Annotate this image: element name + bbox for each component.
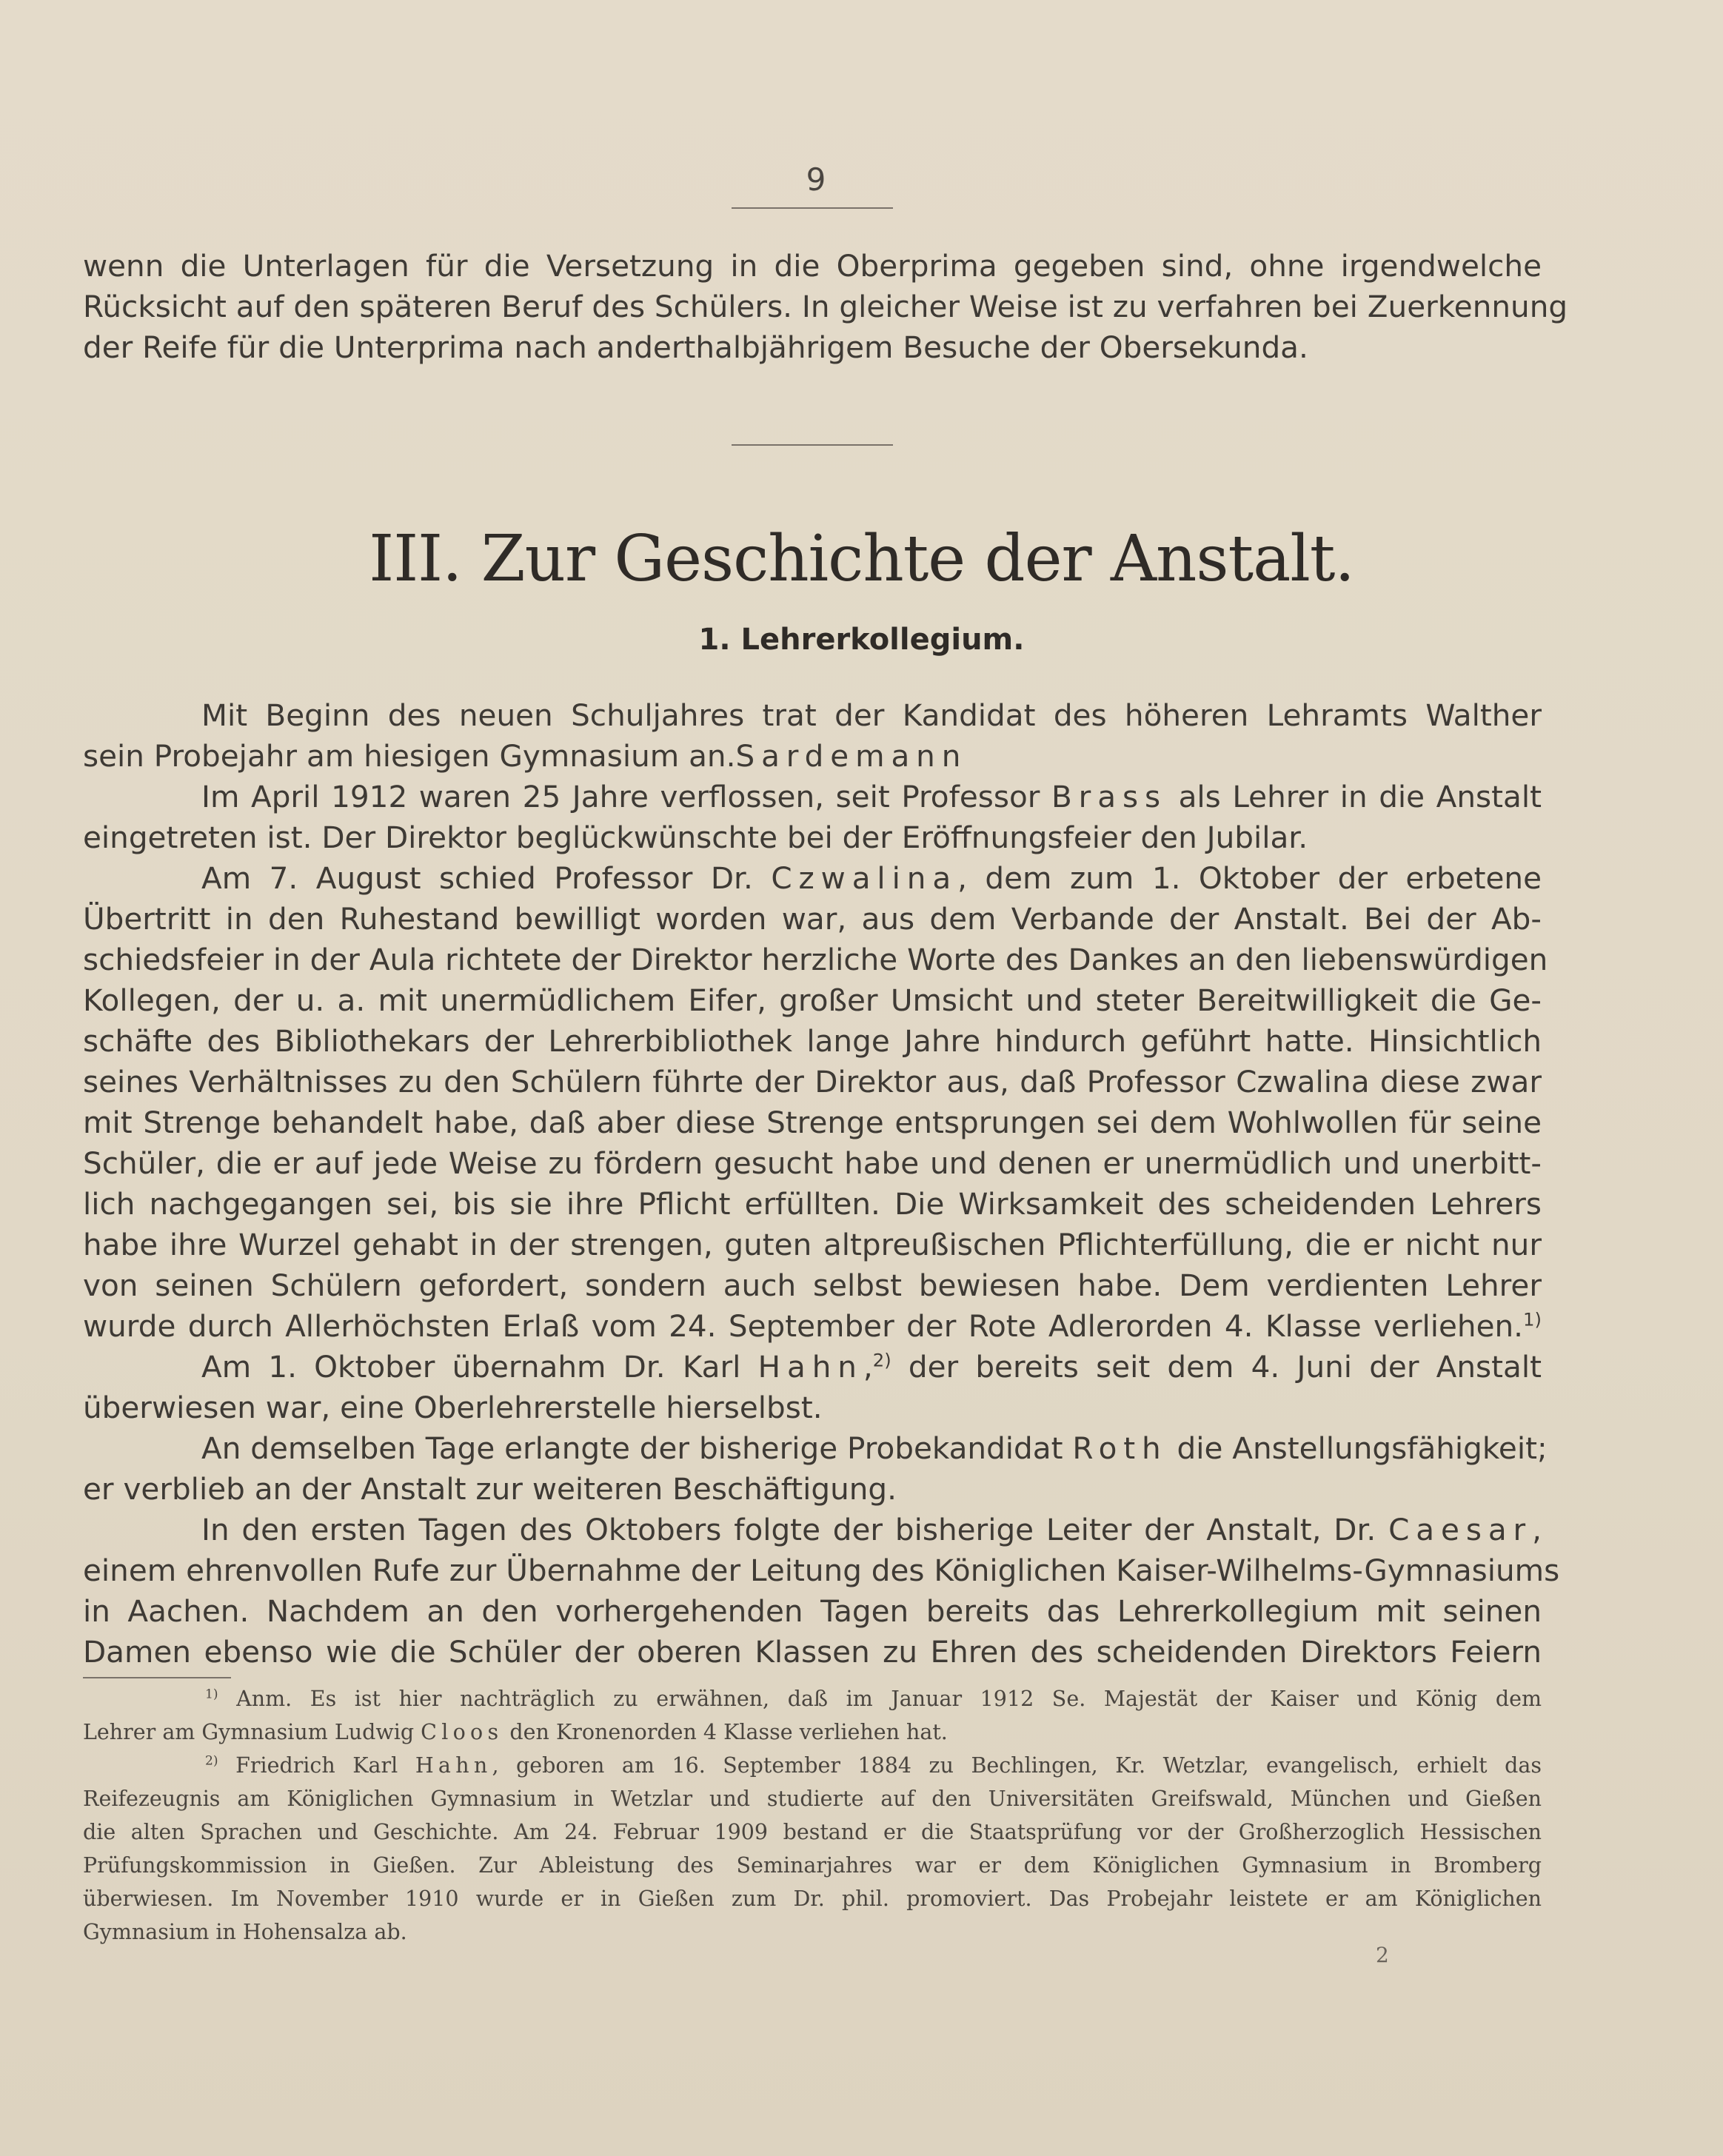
text-run: An demselben Tage erlangte der bisherige Probekandidat [201,1430,1073,1466]
footnote-marker: 2) [205,1753,218,1769]
footnote-line [83,1782,1542,1815]
text-line [83,246,1542,287]
spaced-name: Brass [1051,779,1167,814]
text-line [83,1387,1542,1428]
text-line [83,1306,1542,1347]
text-line [83,817,1542,858]
text-run: , geboren am 16. September 1884 zu Bechlingen, Kr. Wetzlar, evangelisch, erhielt das [492,1753,1542,1778]
text-line [83,1347,1542,1387]
text-line [83,980,1542,1021]
footnote-line [83,1915,1542,1949]
text-run: er verblieb an der Anstalt zur weiteren Beschäftigung. [83,1471,897,1507]
text-line [83,695,1542,736]
text-run: schäfte des Bibliothekars der Lehrerbibliothek lange Jahre hindurch geführt hatte. Hinsichtlich [83,1023,1542,1059]
text-run: Im April 1912 waren 25 Jahre verflossen, seit Professor [201,779,1051,814]
text-run: Schüler, die er auf jede Weise zu fördern gesucht habe und denen er unermüdlich und unerbitt- [83,1145,1542,1181]
text-run: Kollegen, der u. a. mit unermüdlichem Eifer, großer Umsicht und steter Bereitwilligkeit die Ge- [83,982,1542,1018]
footnote-line [83,1882,1542,1915]
text-line [83,1062,1542,1102]
section-divider [732,444,893,446]
text-line [83,1428,1548,1469]
page-number: 9 [806,161,826,198]
text-run: Am 7. August schied Professor Dr. [201,860,772,896]
text-line [83,1225,1542,1265]
text-line [83,327,1542,368]
text-run: Damen ebenso wie die Schüler der oberen Klassen zu Ehren des scheidenden Direktors Feiern [83,1634,1542,1670]
text-run: den Kronenorden 4 Klasse verliehen hat. [503,1720,948,1744]
spaced-name: Cloos [421,1720,503,1744]
text-line [83,1184,1542,1225]
text-line [83,736,1542,777]
text-run: der Reife für die Unterprima nach anderthalbjährigem Besuche der Obersekunda. [83,329,1308,365]
text-run: sein Probejahr am hiesigen Gymnasium an. [83,738,736,774]
page-number-rule [732,207,893,209]
text-run: einem ehrenvollen Rufe zur Übernahme der Leitung des Königlichen Kaiser-Wilhelms-Gymnasiums [83,1553,1560,1588]
text-line [83,1265,1542,1306]
text-run: , [1532,1512,1542,1547]
text-run: Am 1. Oktober übernahm Dr. Karl [201,1349,758,1385]
spaced-name: Caesar [1388,1512,1533,1547]
text-run: in Aachen. Nachdem an den vorhergehenden Tagen bereits das Lehrerkollegium mit seinen [83,1593,1542,1629]
text-run: lich nachgegangen sei, bis sie ihre Pflicht erfüllten. Die Wirksamkeit des scheidenden Lehrers [83,1186,1542,1222]
text-line [83,1469,1542,1510]
text-run: Friedrich Karl [218,1753,415,1778]
text-run: In den ersten Tagen des Oktobers folgte der bisherige Leiter der Anstalt, Dr. [201,1512,1389,1547]
signature-mark: 2 [1376,1943,1389,1967]
footnote-reference: 2) [872,1349,891,1371]
text-run: Rücksicht auf den späteren Beruf des Schülers. In gleicher Weise ist zu verfahren bei Zuerkennung [83,289,1568,324]
text-line [83,1632,1542,1673]
text-run: Anm. Es ist hier nachträglich zu erwähnen, daß im Januar 1912 Se. Majestät der Kaiser und König dem [218,1687,1542,1711]
spaced-name: Hahn [415,1753,492,1778]
text-run: überwiesen war, eine Oberlehrerstelle hierselbst. [83,1390,823,1425]
text-run: als Lehrer in die Anstalt [1166,779,1542,814]
footnotes [83,1682,1542,1949]
text-line [83,1021,1542,1062]
subsection-title: 1. Lehrerkollegium. [698,623,1025,657]
text-run: die alten Sprachen und Geschichte. Am 24. Februar 1909 bestand er die Staatsprüfung vor der Großherzoglich Hessischen [83,1820,1542,1844]
section-title: III. Zur Geschichte der Anstalt. [369,522,1354,596]
spaced-name: Czwalina [771,860,958,896]
text-run: wurde durch Allerhöchsten Erlaß vom 24. September der Rote Adlerorden 4. Klasse verliehen. [83,1308,1524,1344]
footnote-rule [83,1677,231,1678]
text-line [83,1550,1560,1591]
text-line [83,899,1542,940]
text-run: Gymnasium in Hohensalza ab. [83,1920,407,1944]
footnote-line [83,1749,1542,1782]
text-run: seines Verhältnisses zu den Schülern führte der Direktor aus, daß Professor Czwalina diese zwar [83,1064,1542,1099]
text-run: , [863,1349,873,1385]
footnote-line [83,1815,1542,1849]
intro-paragraph [83,246,1568,368]
text-line [83,1102,1542,1143]
footnote-reference: 1) [1523,1308,1542,1330]
text-run: wenn die Unterlagen für die Versetzung in die Oberprima gegeben sind, ohne irgendwelche [83,248,1542,284]
footnote-marker: 1) [205,1687,218,1702]
text-run: von seinen Schülern gefordert, sondern auch selbst bewiesen habe. Dem verdienten Lehrer [83,1268,1542,1303]
text-line [83,858,1542,899]
footnote-line [83,1715,1542,1749]
text-line [83,1510,1542,1550]
text-line [83,1143,1542,1184]
footnote-line [83,1682,1542,1715]
text-run: überwiesen. Im November 1910 wurde er in Gießen zum Dr. phil. promoviert. Das Probejahr leistete er am Königlichen [83,1886,1542,1911]
text-run: , dem zum 1. Oktober der erbetene [957,860,1542,896]
text-run: die Anstellungsfähigkeit; [1167,1430,1548,1466]
text-run: schiedsfeier in der Aula richtete der Direktor herzliche Worte des Dankes an den liebenswürdigen [83,942,1548,977]
text-run: Prüfungskommission in Gießen. Zur Ableistung des Seminarjahres war er dem Königlichen Gymnasium in Bromberg [83,1853,1542,1878]
text-run: eingetreten ist. Der Direktor beglückwünschte bei der Eröffnungsfeier den Jubilar. [83,820,1308,855]
text-line [83,940,1548,980]
text-run: der bereits seit dem 4. Juni der Anstalt [891,1349,1542,1385]
text-line [83,1591,1542,1632]
text-run: Übertritt in den Ruhestand bewilligt worden war, aus dem Verbande der Anstalt. Bei der Ab- [83,901,1542,937]
text-run: Mit Beginn des neuen Schuljahres trat der Kandidat des höheren Lehramts Walther [201,697,1542,733]
text-line [83,287,1568,327]
text-run: Lehrer am Gymnasium Ludwig [83,1720,421,1744]
footnote-line [83,1849,1542,1882]
spaced-name: Sardemann [735,738,968,774]
text-run: habe ihre Wurzel gehabt in der strengen, guten altpreußischen Pflichterfüllung, die er nicht nur [83,1227,1542,1262]
spaced-name: Hahn [757,1349,863,1385]
text-run: mit Strenge behandelt habe, daß aber diese Strenge entsprungen sei dem Wohlwollen für seine [83,1105,1542,1140]
spaced-name: Roth [1072,1430,1168,1466]
body-text [83,695,1560,1673]
text-run: Reifezeugnis am Königlichen Gymnasium in Wetzlar und studierte auf den Universitäten Greifswald, München und Gießen [83,1787,1542,1811]
text-line [83,777,1542,817]
